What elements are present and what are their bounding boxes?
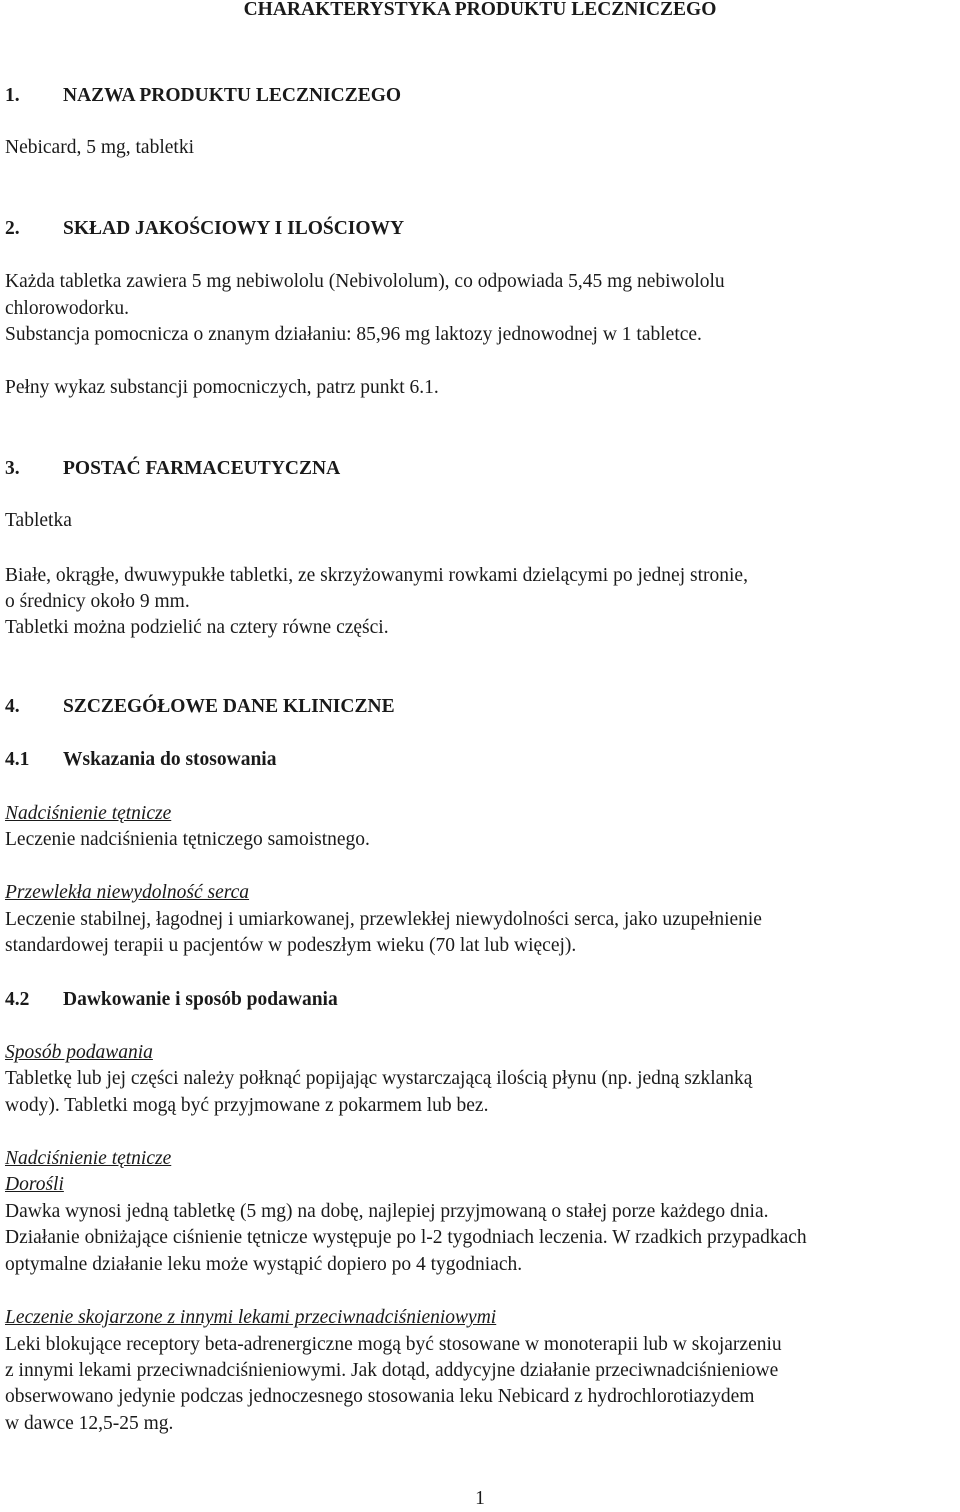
form-description-line-1: Białe, okrągłe, dwuwypukłe tabletki, ze skrzyżowanymi rowkami dzielącymi po jednej stronie, — [5, 565, 748, 586]
excipients-note: Pełny wykaz substancji pomocniczych, patrz punkt 6.1. — [5, 377, 439, 398]
adults-line-3: optymalne działanie leku może wystąpić dopiero po 4 tygodniach. — [5, 1254, 523, 1275]
section-4-1-heading — [5, 746, 276, 773]
section-4-1-title: Wskazania do stosowania — [63, 749, 277, 770]
section-1-heading — [5, 82, 401, 109]
combination-line-3: obserwowano jedynie podczas jednoczesnego stosowania leku Nebicard z hydrochlorotiazydem — [5, 1386, 755, 1407]
document-title: CHARAKTERYSTYKA PRODUKTU LECZNICZEGO — [243, 0, 717, 20]
combination-line-4: w dawce 12,5-25 mg. — [5, 1413, 174, 1434]
indication-heart-failure-title: Przewlekła niewydolność serca — [5, 882, 250, 903]
section-3-title: POSTAĆ FARMACEUTYCZNA — [63, 458, 341, 479]
section-3-number: 3. — [5, 458, 20, 479]
section-2-number: 2. — [5, 218, 20, 239]
administration-line-1: Tabletkę lub jej części należy połknąć popijając wystarczającą ilością płynu (np. jedną szklanką — [5, 1068, 753, 1089]
administration-line-2: wody). Tabletki mogą być przyjmowane z pokarmem lub bez. — [5, 1095, 489, 1116]
section-2-title: SKŁAD JAKOŚCIOWY I ILOŚCIOWY — [63, 218, 405, 239]
indication-hypertension-title: Nadciśnienie tętnicze — [5, 803, 172, 824]
indication-heart-failure-line-1: Leczenie stabilnej, łagodnej i umiarkowanej, przewlekłej niewydolności serca, jako uzupełnienie — [5, 909, 762, 930]
page-number: 1 — [475, 1488, 485, 1509]
section-1-number: 1. — [5, 85, 20, 106]
combination-line-1: Leki blokujące receptory beta-adrenergiczne mogą być stosowane w monoterapii lub w skojarzeniu — [5, 1334, 782, 1355]
form-description-line-3: Tabletki można podzielić na cztery równe części. — [5, 617, 389, 638]
composition-line-2: chlorowodorku. — [5, 298, 130, 319]
section-4-heading — [5, 693, 395, 720]
section-4-number: 4. — [5, 696, 20, 717]
administration-title: Sposób podawania — [5, 1042, 153, 1063]
composition-line-1: Każda tabletka zawiera 5 mg nebiwololu (Nebivololum), co odpowiada 5,45 mg nebiwololu — [5, 271, 725, 292]
product-name: Nebicard, 5 mg, tabletki — [5, 137, 194, 158]
adults-title: Dorośli — [5, 1174, 64, 1195]
composition-line-3: Substancja pomocnicza o znanym działaniu: 85,96 mg laktozy jednowodnej w 1 tabletce. — [5, 324, 702, 345]
section-4-title: SZCZEGÓŁOWE DANE KLINICZNE — [63, 696, 395, 717]
section-4-1-number: 4.1 — [5, 749, 30, 770]
section-3-heading — [5, 455, 340, 482]
section-1-title: NAZWA PRODUKTU LECZNICZEGO — [63, 85, 402, 106]
dosing-hypertension-title: Nadciśnienie tętnicze — [5, 1148, 172, 1169]
indication-heart-failure-line-2: standardowej terapii u pacjentów w podeszłym wieku (70 lat lub więcej). — [5, 935, 577, 956]
combination-therapy-title: Leczenie skojarzone z innymi lekami przeciwnadciśnieniowymi — [5, 1307, 497, 1328]
adults-line-2: Działanie obniżające ciśnienie tętnicze występuje po l-2 tygodniach leczenia. W rzadkich przypadkach — [5, 1227, 807, 1248]
section-4-2-title: Dawkowanie i sposób podawania — [63, 989, 338, 1010]
form-description-line-2: o średnicy około 9 mm. — [5, 591, 190, 612]
adults-line-1: Dawka wynosi jedną tabletkę (5 mg) na dobę, najlepiej przyjmowaną o stałej porze każdego dnia. — [5, 1201, 769, 1222]
pharmaceutical-form: Tabletka — [5, 510, 72, 531]
section-2-heading — [5, 215, 404, 242]
indication-hypertension-text: Leczenie nadciśnienia tętniczego samoistnego. — [5, 829, 370, 850]
section-4-2-number: 4.2 — [5, 989, 30, 1010]
section-4-2-heading — [5, 986, 338, 1013]
combination-line-2: z innymi lekami przeciwnadciśnieniowymi. Jak dotąd, addycyjne działanie przeciwnadciśnieniowe — [5, 1360, 779, 1381]
